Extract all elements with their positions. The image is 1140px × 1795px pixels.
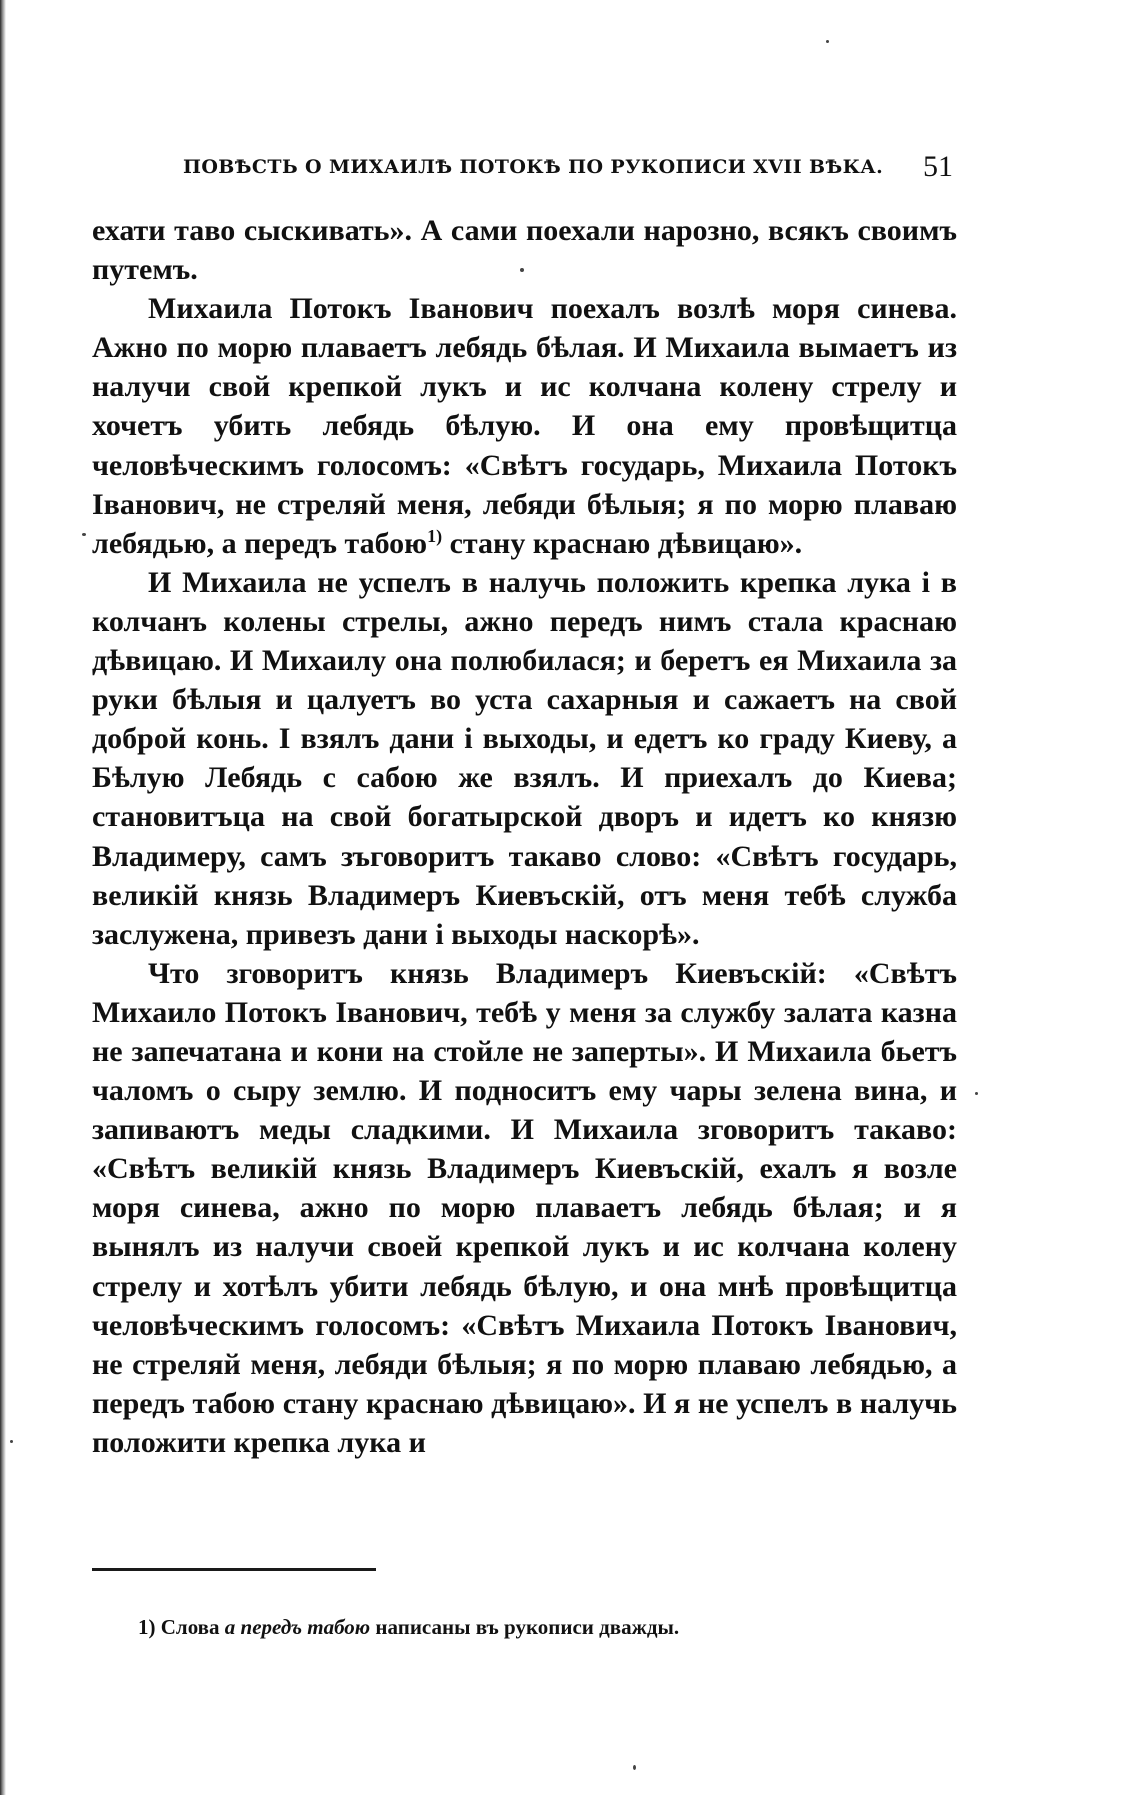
footnote-italic: а передъ табою — [224, 1615, 371, 1639]
scan-speck — [82, 533, 86, 536]
paragraph-2-tail: стану краснаю дѣвицаю». — [442, 526, 803, 560]
footnote — [138, 1615, 679, 1640]
footnote-lead: Слова — [160, 1615, 220, 1639]
scan-speck — [520, 268, 524, 272]
scan-speck — [826, 40, 829, 43]
footnote-number: 1) — [138, 1615, 156, 1639]
footnote-rest: написаны въ рукописи дважды. — [375, 1615, 680, 1639]
footnote-reference: 1) — [427, 525, 443, 546]
body-text — [92, 211, 957, 1462]
paragraph-4: Что зговоритъ князь Владимеръ Киевъскій: «Свѣтъ Михаило Потокъ Іванович, тебѣ у меня за службу залата казна не запечатана и кони на стойле не заперты». И Михаила бьетъ чаломъ о сыру землю. И подноситъ ему чары зелена вина, и запиваютъ меды сладкими. И Михаила зговоритъ такаво: «Свѣтъ великій князь Владимеръ Киевъскій, ехалъ я возле моря синева, ажно по морю плаваетъ лебядь бѣлая; и я вынялъ из налучи своей крепкой лукъ и ис колчана колену стрелу и хотѣлъ убити лебядь бѣлую, и она мнѣ провѣщитца человѣческимъ голосомъ: «Свѣтъ Михаила Потокъ Іванович, не стреляй меня, лебяди бѣлыя; я по морю плаваю лебядью, а передъ табою стану краснаю дѣвицаю». И я не успелъ в налучь положити крепка лука и — [92, 956, 957, 1459]
scan-speck — [975, 1092, 978, 1095]
paragraph-2 — [92, 289, 957, 563]
paragraph-2-text: Михаила Потокъ Іванович поехалъ возлѣ моря синева. Ажно по морю плаваетъ лебядь бѣлая. И Михаила вымаетъ из налучи свой крепкой лукъ и ис колчана колену стрелу и хочетъ убить лебядь бѣлую. И она ему провѣщитца человѣческимъ голосомъ: «Свѣтъ государь, Михаила Потокъ Іванович, не стреляй меня, лебяди бѣлыя; я по морю плаваю лебядью, а передъ табою — [92, 292, 957, 560]
scan-speck — [10, 1440, 13, 1443]
page-number: 51 — [923, 150, 953, 183]
running-head — [183, 150, 953, 186]
scan-speck — [633, 1765, 636, 1770]
footnote-separator — [92, 1568, 376, 1571]
page-edge-shadow — [0, 0, 6, 1795]
paragraph-1: ехати таво сыскивать». А сами поехали нарозно, всякъ своимъ путемъ. — [92, 214, 957, 287]
running-title: ПОВѢСТЬ О МИХАИЛѢ ПОТОКѢ ПО РУКОПИСИ XVII ВѢКА. — [183, 156, 884, 178]
paragraph-3: И Михаила не успелъ в налучь положить крепка лука і в колчанъ колены стрелы, ажно передъ нимъ стала краснаю дѣвицаю. И Михаилу она полюбилася; и беретъ ея Михаила за руки бѣлыя и цалуетъ во уста сахарныя и сажаетъ на свой доброй конь. І взялъ дани і выходы, и едетъ ко граду Киеву, а Бѣлую Лебядь с сабою же взялъ. И приехалъ до Киева; становитъца на свой богатырской дворъ и идетъ ко князю Владимеру, самъ зъговоритъ такаво слово: «Свѣтъ государь, великій князь Владимеръ Киевъскій, отъ меня тебѣ служба заслужена, привезъ дани і выходы наскорѣ». — [92, 565, 957, 951]
